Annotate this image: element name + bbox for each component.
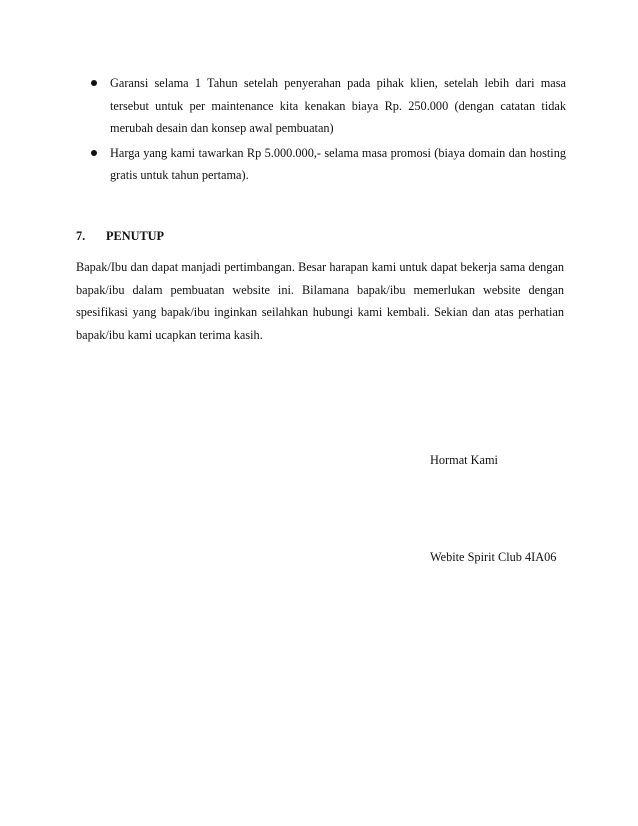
list-item-warranty xyxy=(82,72,566,140)
closing-paragraph: Bapak/Ibu dan dapat manjadi pertimbangan. Besar harapan kami untuk dapat bekerja sama dengan bapak/ibu dalam pembuatan website ini. Bilamana bapak/ibu memerlukan website dengan spesifikasi yang bapak/ibu inginkan seilahkan hubungi kami kembali. Sekian dan atas perhatian bapak/ibu kami ucapkan terima kasih. xyxy=(76,260,564,342)
bullet-list xyxy=(82,72,566,187)
section-heading xyxy=(76,228,164,244)
list-item-text: Garansi selama 1 Tahun setelah penyerahan pada pihak klien, setelah lebih dari masa tersebut untuk per maintenance kita kenakan biaya Rp. 250.000 (dengan catatan tidak merubah desain dan konsep awal pembuatan) xyxy=(110,76,566,135)
signoff-organization: Webite Spirit Club 4IA06 xyxy=(430,550,557,564)
bullet-icon xyxy=(91,150,97,156)
section-title: PENUTUP xyxy=(106,229,165,243)
list-item-price xyxy=(82,142,566,187)
bullet-icon xyxy=(91,80,97,86)
section-number: 7. xyxy=(76,229,86,243)
list-item-text: Harga yang kami tawarkan Rp 5.000.000,- selama masa promosi (biaya domain dan hosting gratis untuk tahun pertama). xyxy=(110,145,566,182)
signoff-greeting: Hormat Kami xyxy=(430,453,498,467)
